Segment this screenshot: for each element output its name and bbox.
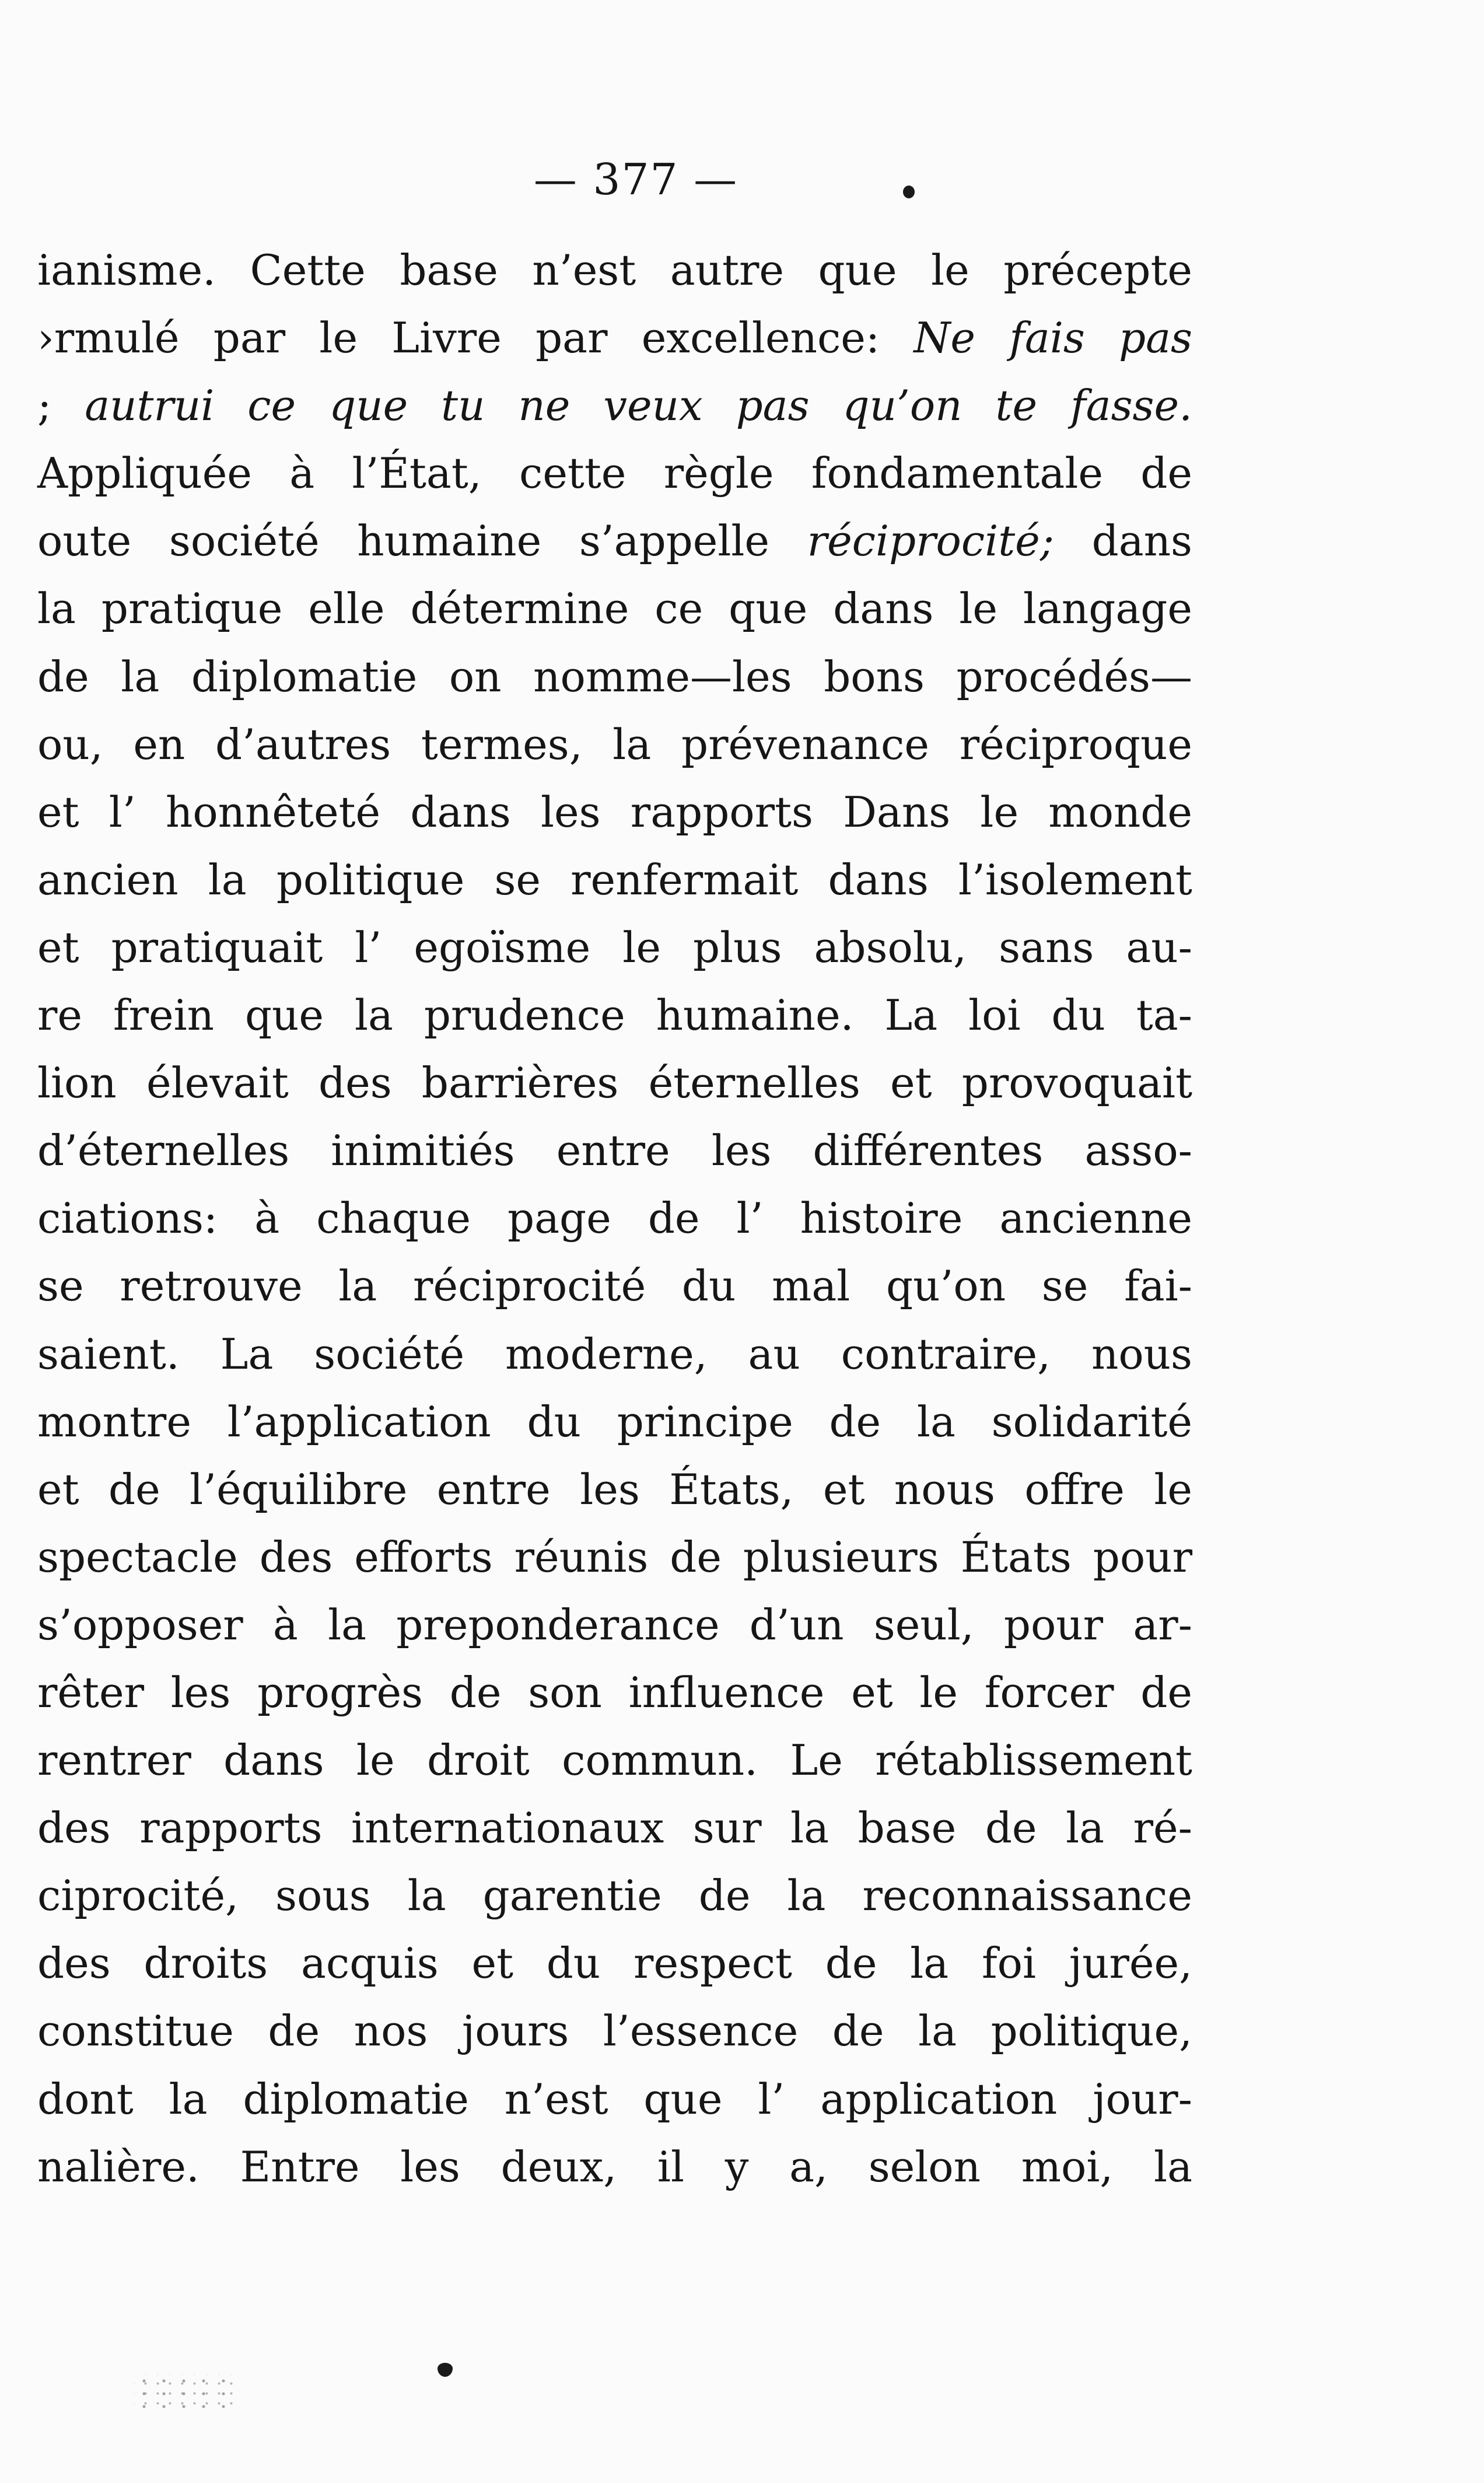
text-line: de la diplomatie on nomme—les bons procédés— bbox=[37, 652, 1192, 701]
text-line: des rapports internationaux sur la base de la ré- bbox=[37, 1803, 1192, 1853]
text-line: d’éternelles inimitiés entre les différentes asso- bbox=[37, 1126, 1192, 1176]
text-line: et l’ honnêteté dans les rapports Dans le monde bbox=[37, 787, 1192, 837]
text-line: oute société humaine s’appelle réciprocité; dans bbox=[37, 516, 1192, 566]
text-line: la pratique elle détermine ce que dans le langage bbox=[37, 584, 1192, 634]
text-line: ancien la politique se renfermait dans l’isolement bbox=[37, 855, 1192, 904]
text-line: des droits acquis et du respect de la foi jurée, bbox=[37, 1939, 1192, 1988]
text-line: s’opposer à la preponderance d’un seul, pour ar- bbox=[37, 1600, 1192, 1649]
text-line: lion élevait des barrières éternelles et provoquait bbox=[37, 1058, 1192, 1108]
ink-dot-mark bbox=[903, 186, 915, 198]
text-line: rentrer dans le droit commun. Le rétablissement bbox=[37, 1736, 1192, 1785]
body-text bbox=[37, 236, 1192, 2201]
text-line: spectacle des efforts réunis de plusieurs États pour bbox=[37, 1532, 1192, 1582]
text-line: constitue de nos jours l’essence de la politique, bbox=[37, 2006, 1192, 2056]
text-line: et pratiquait l’ egoïsme le plus absolu, sans au- bbox=[37, 922, 1192, 972]
text-line: ciprocité, sous la garentie de la reconnaissance bbox=[37, 1871, 1192, 1921]
text-line: ou, en d’autres termes, la prévenance réciproque bbox=[37, 719, 1192, 769]
text-line: re frein que la prudence humaine. La loi du ta- bbox=[37, 991, 1192, 1040]
page-number: — 377 — bbox=[533, 155, 738, 205]
text-line: Appliquée à l’État, cette règle fondamentale de bbox=[37, 449, 1192, 498]
text-line: et de l’équilibre entre les États, et nous offre le bbox=[37, 1464, 1192, 1514]
text-line: rêter les progrès de son influence et le forcer de bbox=[37, 1667, 1192, 1717]
text-line: ›rmulé par le Livre par excellence: Ne fais pas bbox=[37, 313, 1193, 363]
text-line: se retrouve la réciprocité du mal qu’on se fai- bbox=[37, 1261, 1192, 1311]
text-line: nalière. Entre les deux, il y a, selon moi, la bbox=[37, 2142, 1192, 2191]
text-line: dont la diplomatie n’est que l’ application jour- bbox=[37, 2074, 1192, 2124]
text-line: saient. La société moderne, au contraire, nous bbox=[37, 1329, 1192, 1379]
paper-specks bbox=[134, 2374, 239, 2409]
text-line: ciations: à chaque page de l’ histoire ancienne bbox=[37, 1194, 1192, 1243]
ink-blot-mark bbox=[438, 2363, 453, 2377]
text-line: ; autrui ce que tu ne veux pas qu’on te fasse. bbox=[37, 381, 1192, 431]
text-line: ianisme. Cette base n’est autre que le précepte bbox=[37, 246, 1192, 295]
text-line: montre l’application du principe de la solidarité bbox=[37, 1397, 1192, 1446]
